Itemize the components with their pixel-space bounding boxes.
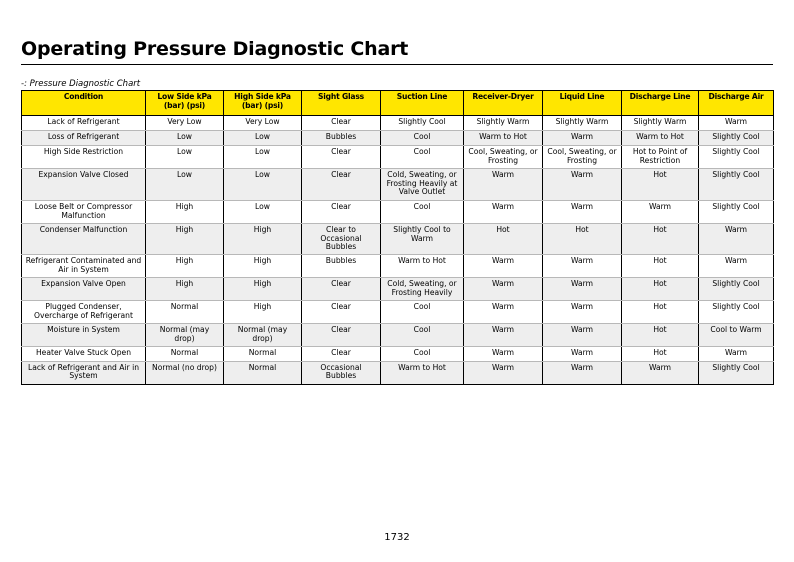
table-row: [22, 346, 774, 361]
suction-line-cell: Cool: [381, 146, 464, 169]
discharge-line-cell: Hot: [622, 346, 699, 361]
header-discharge-line: Discharge Line: [622, 91, 699, 116]
sight-glass-cell: Clear: [302, 146, 381, 169]
sight-glass-cell: Bubbles: [302, 255, 381, 278]
suction-line-cell: Cool: [381, 324, 464, 346]
suction-line-cell: Cool: [381, 131, 464, 146]
receiver-dryer-cell: Warm: [464, 301, 543, 324]
low-side-cell: Normal (may drop): [146, 324, 224, 346]
low-side-cell: High: [146, 201, 224, 224]
condition-cell: Condenser Malfunction: [22, 224, 146, 255]
discharge-air-cell: Slightly Cool: [699, 301, 774, 324]
receiver-dryer-cell: Warm: [464, 346, 543, 361]
discharge-air-cell: Slightly Cool: [699, 131, 774, 146]
low-side-cell: Normal: [146, 301, 224, 324]
receiver-dryer-cell: Warm: [464, 361, 543, 384]
condition-cell: High Side Restriction: [22, 146, 146, 169]
liquid-line-cell: Warm: [543, 201, 622, 224]
low-side-cell: Low: [146, 169, 224, 201]
high-side-cell: High: [224, 224, 302, 255]
table-row: [22, 201, 774, 224]
low-side-cell: Low: [146, 131, 224, 146]
liquid-line-cell: Hot: [543, 224, 622, 255]
table-row: [22, 131, 774, 146]
table-row: [22, 361, 774, 384]
discharge-line-cell: Hot to Point of Restriction: [622, 146, 699, 169]
liquid-line-cell: Cool, Sweating, or Frosting: [543, 146, 622, 169]
discharge-line-cell: Hot: [622, 255, 699, 278]
high-side-cell: Low: [224, 146, 302, 169]
page-number: 1732: [384, 532, 410, 543]
table-row: [22, 146, 774, 169]
liquid-line-cell: Slightly Warm: [543, 116, 622, 131]
suction-line-cell: Warm to Hot: [381, 361, 464, 384]
discharge-air-cell: Slightly Cool: [699, 146, 774, 169]
low-side-cell: High: [146, 278, 224, 301]
table-header-row: [22, 91, 774, 116]
table-row: [22, 255, 774, 278]
receiver-dryer-cell: Warm: [464, 201, 543, 224]
sight-glass-cell: Occasional Bubbles: [302, 361, 381, 384]
sight-glass-cell: Clear: [302, 346, 381, 361]
suction-line-cell: Slightly Cool to Warm: [381, 224, 464, 255]
condition-cell: Plugged Condenser, Overcharge of Refrigerant: [22, 301, 146, 324]
condition-cell: Loose Belt or Compressor Malfunction: [22, 201, 146, 224]
high-side-cell: Normal: [224, 361, 302, 384]
header-suction-line: Suction Line: [381, 91, 464, 116]
high-side-cell: High: [224, 278, 302, 301]
condition-cell: Loss of Refrigerant: [22, 131, 146, 146]
discharge-line-cell: Hot: [622, 278, 699, 301]
high-side-cell: Low: [224, 131, 302, 146]
discharge-air-cell: Slightly Cool: [699, 361, 774, 384]
header-sight-glass: Sight Glass: [302, 91, 381, 116]
suction-line-cell: Cool: [381, 346, 464, 361]
discharge-air-cell: Warm: [699, 255, 774, 278]
table-row: [22, 116, 774, 131]
liquid-line-cell: Warm: [543, 324, 622, 346]
condition-cell: Expansion Valve Open: [22, 278, 146, 301]
discharge-line-cell: Warm: [622, 361, 699, 384]
header-discharge-air: Discharge Air: [699, 91, 774, 116]
receiver-dryer-cell: Warm: [464, 278, 543, 301]
discharge-line-cell: Warm to Hot: [622, 131, 699, 146]
high-side-cell: Normal (may drop): [224, 324, 302, 346]
discharge-line-cell: Hot: [622, 169, 699, 201]
receiver-dryer-cell: Warm: [464, 169, 543, 201]
condition-cell: Lack of Refrigerant and Air in System: [22, 361, 146, 384]
suction-line-cell: Cold, Sweating, or Frosting Heavily at Valve Outlet: [381, 169, 464, 201]
sight-glass-cell: Bubbles: [302, 131, 381, 146]
sight-glass-cell: Clear: [302, 116, 381, 131]
table-body: [22, 116, 774, 385]
condition-cell: Refrigerant Contaminated and Air in System: [22, 255, 146, 278]
liquid-line-cell: Warm: [543, 301, 622, 324]
liquid-line-cell: Warm: [543, 131, 622, 146]
receiver-dryer-cell: Warm to Hot: [464, 131, 543, 146]
condition-cell: Heater Valve Stuck Open: [22, 346, 146, 361]
table-row: [22, 324, 774, 346]
receiver-dryer-cell: Slightly Warm: [464, 116, 543, 131]
liquid-line-cell: Warm: [543, 169, 622, 201]
header-receiver-dryer: Receiver-Dryer: [464, 91, 543, 116]
high-side-cell: High: [224, 301, 302, 324]
low-side-cell: Very Low: [146, 116, 224, 131]
table-row: [22, 169, 774, 201]
suction-line-cell: Cool: [381, 201, 464, 224]
table-row: [22, 224, 774, 255]
high-side-cell: Low: [224, 201, 302, 224]
high-side-cell: Low: [224, 169, 302, 201]
discharge-air-cell: Warm: [699, 116, 774, 131]
table-row: [22, 301, 774, 324]
discharge-line-cell: Hot: [622, 301, 699, 324]
discharge-air-cell: Warm: [699, 346, 774, 361]
table-row: [22, 278, 774, 301]
discharge-line-cell: Hot: [622, 224, 699, 255]
suction-line-cell: Warm to Hot: [381, 255, 464, 278]
receiver-dryer-cell: Hot: [464, 224, 543, 255]
discharge-line-cell: Warm: [622, 201, 699, 224]
sight-glass-cell: Clear: [302, 278, 381, 301]
condition-cell: Expansion Valve Closed: [22, 169, 146, 201]
sight-glass-cell: Clear: [302, 301, 381, 324]
header-liquid-line: Liquid Line: [543, 91, 622, 116]
pressure-diagnostic-table: [21, 90, 774, 385]
high-side-cell: Normal: [224, 346, 302, 361]
receiver-dryer-cell: Warm: [464, 324, 543, 346]
receiver-dryer-cell: Cool, Sweating, or Frosting: [464, 146, 543, 169]
low-side-cell: Normal: [146, 346, 224, 361]
high-side-cell: Very Low: [224, 116, 302, 131]
low-side-cell: High: [146, 224, 224, 255]
title-divider: [21, 64, 773, 65]
discharge-air-cell: Slightly Cool: [699, 201, 774, 224]
discharge-line-cell: Hot: [622, 324, 699, 346]
condition-cell: Moisture in System: [22, 324, 146, 346]
low-side-cell: High: [146, 255, 224, 278]
condition-cell: Lack of Refrigerant: [22, 116, 146, 131]
liquid-line-cell: Warm: [543, 361, 622, 384]
discharge-air-cell: Slightly Cool: [699, 169, 774, 201]
sight-glass-cell: Clear to Occasional Bubbles: [302, 224, 381, 255]
header-low-side: Low Side kPa (bar) (psi): [146, 91, 224, 116]
discharge-air-cell: Slightly Cool: [699, 278, 774, 301]
sight-glass-cell: Clear: [302, 324, 381, 346]
sight-glass-cell: Clear: [302, 201, 381, 224]
page-title: Operating Pressure Diagnostic Chart: [21, 38, 409, 60]
liquid-line-cell: Warm: [543, 278, 622, 301]
header-condition: Condition: [22, 91, 146, 116]
discharge-air-cell: Warm: [699, 224, 774, 255]
discharge-air-cell: Cool to Warm: [699, 324, 774, 346]
table-caption: -: Pressure Diagnostic Chart: [21, 79, 141, 89]
high-side-cell: High: [224, 255, 302, 278]
low-side-cell: Normal (no drop): [146, 361, 224, 384]
suction-line-cell: Cool: [381, 301, 464, 324]
sight-glass-cell: Clear: [302, 169, 381, 201]
discharge-line-cell: Slightly Warm: [622, 116, 699, 131]
receiver-dryer-cell: Warm: [464, 255, 543, 278]
header-high-side: High Side kPa (bar) (psi): [224, 91, 302, 116]
low-side-cell: Low: [146, 146, 224, 169]
suction-line-cell: Cold, Sweating, or Frosting Heavily: [381, 278, 464, 301]
suction-line-cell: Slightly Cool: [381, 116, 464, 131]
liquid-line-cell: Warm: [543, 255, 622, 278]
liquid-line-cell: Warm: [543, 346, 622, 361]
